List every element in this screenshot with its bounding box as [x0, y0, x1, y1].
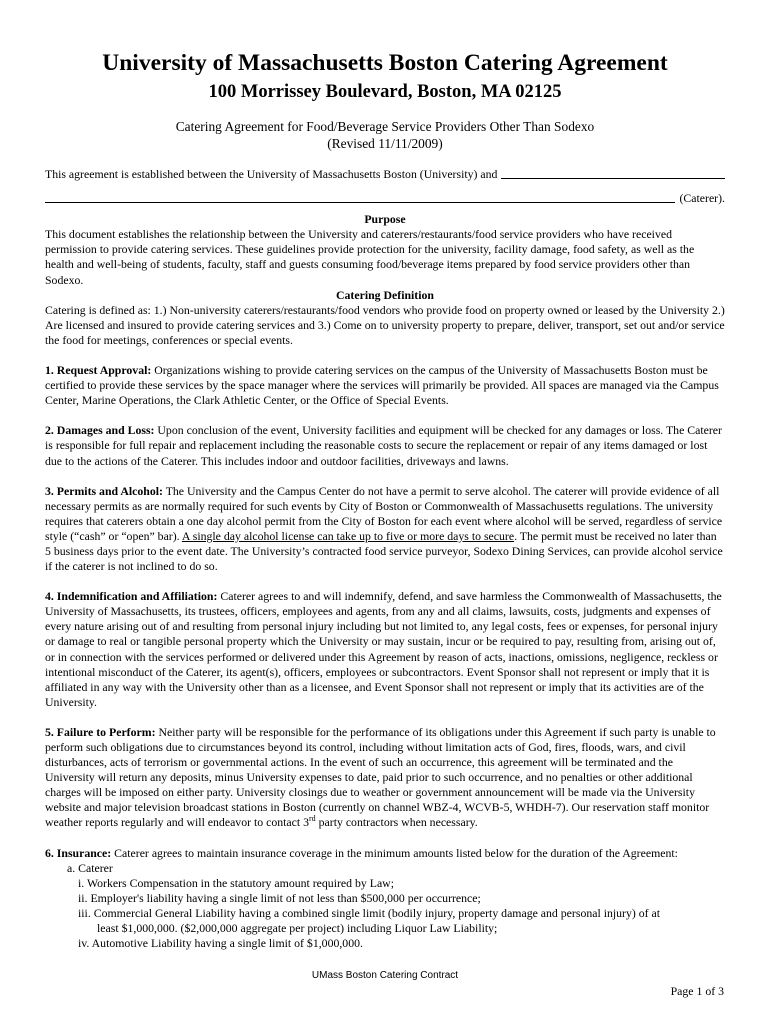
license-notice: A single day alcohol license can take up to five or more days to secure [181, 528, 515, 543]
definition-text: Catering is defined as: 1.) Non-university caterers/restaurants/food vendors who provide food on property owned or leased by the University 2.) Are licensed and insured to provide catering services and 3.) Come on to university property to prepare, deliver, transport, set out and/or service the food for meetings, conferences or special events. [45, 302, 725, 347]
section-heading: 6. Insurance: [45, 845, 112, 860]
definition-heading: Catering Definition [336, 287, 434, 302]
section-indemnification [45, 589, 725, 710]
insurance-item: ii. Employer's liability having a single limit of not less than $500,000 per occurrence; [78, 890, 481, 905]
section-heading: 5. Failure to Perform: [45, 724, 156, 739]
insurance-sub-a: a. Caterer [67, 860, 113, 875]
section-text: Upon conclusion of the event, University facilities and equipment will be checked for any damages or loss. The Caterer is responsible for full repair and replacement including the reasonable costs to secure the replacement or repair of any items damaged or lost due to the actions of the Caterer. This includes indoor and outdoor facilities, driveways and lawns. [45, 423, 722, 468]
insurance-item: iii. Commercial General Liability having a combined single limit (bodily injury, property damage and personal injury) of at [78, 905, 661, 920]
document-title: University of Massachusetts Boston Catering Agreement [102, 50, 668, 76]
document-address: 100 Morrissey Boulevard, Boston, MA 02125 [208, 82, 562, 102]
section-heading: 4. Indemnification and Affiliation: [45, 589, 218, 604]
section-failure-to-perform [45, 725, 725, 831]
intro-text: This agreement is established between the University of Massachusetts Boston (University) and [45, 167, 498, 181]
insurance-item-continued: least $1,000,000. ($2,000,000 aggregate per project) including Liquor Law Liability; [97, 921, 498, 936]
insurance-item: i. Workers Compensation in the statutory amount required by Law; [78, 875, 394, 890]
ordinal-suffix: rd [309, 814, 316, 824]
caterer-name-blank-1[interactable] [501, 177, 725, 179]
caterer-name-blank-2[interactable] [45, 201, 675, 203]
document-body [45, 167, 725, 951]
section-insurance [45, 846, 725, 861]
section-text: The University and the Campus Center do not have a permit to serve alcohol. The caterer will provide evidence of all necessary permits as are normally required for such events by City of Boston or Commonwealth of Massachusetts regulations. The university requires that caterers obtain a one day alcohol permit from the City of Boston for each event where alcohol will be served, regardless of service style (“cash” or “open” bar). [45, 483, 723, 543]
section-text: Caterer agrees to maintain insurance coverage in the minimum amounts listed below for the duration of the Agreement: [111, 845, 678, 860]
insurance-item: iv. Automotive Liability having a single limit of $1,000,000. [78, 936, 363, 951]
section-text: . The permit must be received no later than 5 business days prior to the event date. The University’s contracted food service purveyor, Sodexo Dining Services, can provide alcohol service if the caterer is not inclined to do so. [45, 528, 723, 574]
section-permits-alcohol [45, 484, 725, 575]
intro-line [45, 167, 725, 182]
caterer-line [45, 191, 725, 206]
purpose-text: This document establishes the relationship between the University and caterers/restaurants/food service providers who have received permission to provide catering services. These guidelines provide protection for the university, facility damage, food safety, as well as the health and well-being of students, faculty, staff and guests consuming food/beverage items prepared by food service providers other than Sodexo. [45, 227, 695, 287]
section-text: Caterer agrees to and will indemnify, defend, and save harmless the Commonwealth of Massachusetts, the University of Massachusetts, its trustees, officers, employees and agents, from any and all claims, lawsuits, costs, judgments and expenses of every nature arising out of and resulting from personal injury including but not limited to, any legal costs, fees or expenses, for personal injury or damage to real or tangible personal property which the University or may sustain, incur or be required to pay, resulting from, arising out of, or in connection with the services performed or delivered under this Agreement by reason of acts, inactions, omissions, negligence, reckless or intentional misconduct of the Caterer, its agent(s), officers, employees or subcontractors. Event Sponsor shall not represent or imply that it is affiliated in any way with the University other than as a licensee, and Event Sponsor shall not represent or imply that its activities are of the University. [45, 589, 722, 709]
section-heading: 1. Request Approval: [45, 363, 152, 378]
section-text-end: party contractors when necessary. [315, 815, 478, 830]
section-damages-loss [45, 423, 725, 468]
document-subtitle [0, 118, 770, 152]
purpose-heading: Purpose [364, 212, 406, 227]
page-number: Page 1 of 3 [670, 984, 724, 998]
section-text: Organizations wishing to provide catering services on the campus of the University of Massachusetts Boston must be certified to provide these services by the space manager where the services will primarily be provided. All spaces are managed via the Campus Center, Marine Operations, the Clark Athletic Center, or the Office of Special Events. [45, 363, 719, 408]
footer-title: UMass Boston Catering Contract [311, 970, 459, 981]
revised-date: (Revised 11/11/2009) [327, 136, 443, 151]
section-heading: 2. Damages and Loss: [45, 423, 155, 438]
section-heading: 3. Permits and Alcohol: [45, 483, 163, 498]
caterer-suffix: (Caterer). [679, 191, 725, 206]
section-text: Neither party will be responsible for the performance of its obligations under this Agreement if such party is unable to perform such obligations due to circumstances beyond its control, including without limitation acts of God, fires, floods, wars, and civil disturbances, acts of terrorism or governmental actions. In the event of such an occurrence, this agreement will be terminated and the University will return any deposits, minus University expenses to date, paid prior to such occurrence, and no penalties or other additional charges will be imposed on either party. University closings due to weather or government announcement will be made via the University website and major television broadcast stations in Boston (currently on channel WBZ-4, WCVB-5, WHDH-7). Our reservation staff monitor weather reports regularly and will endeavor to contact 3 [45, 724, 716, 830]
section-request-approval [45, 363, 725, 408]
subtitle-line: Catering Agreement for Food/Beverage Service Providers Other Than Sodexo [175, 119, 595, 134]
